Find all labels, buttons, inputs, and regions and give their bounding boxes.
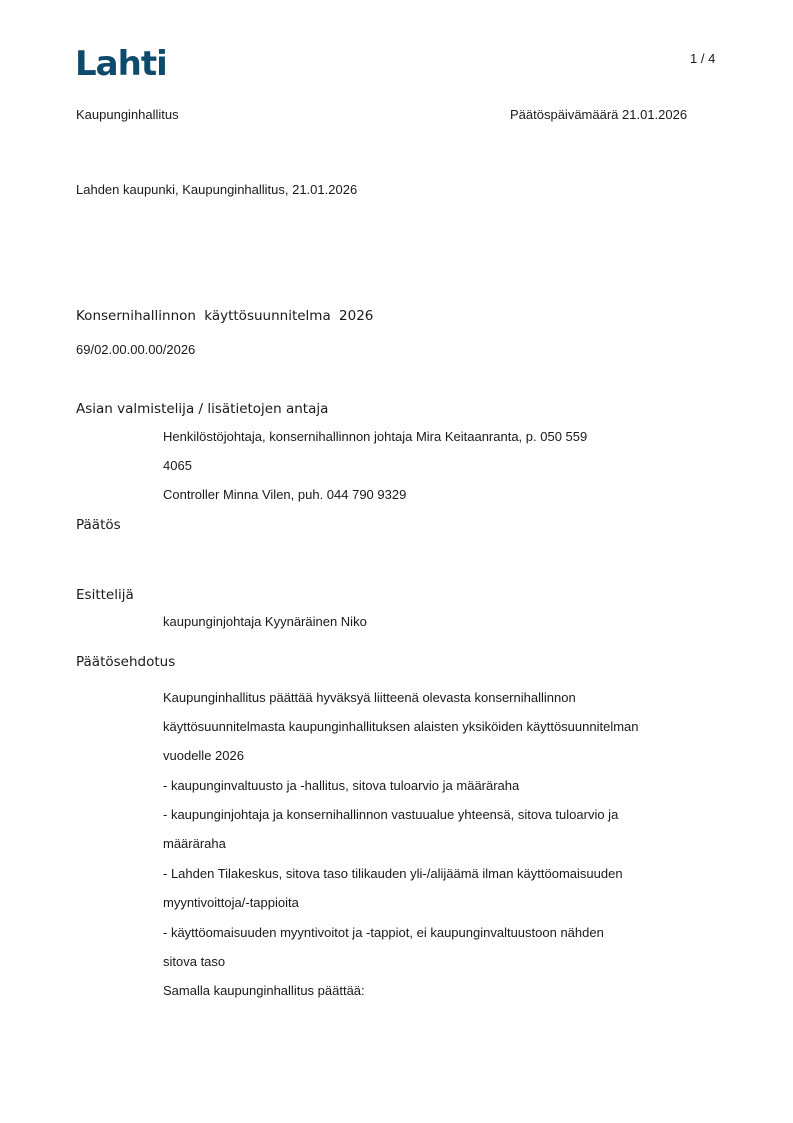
- organ-name: Kaupunginhallitus: [76, 107, 179, 122]
- meeting-line: Lahden kaupunki, Kaupunginhallitus, 21.01.2026: [76, 182, 358, 197]
- proposal-line: sitova taso: [163, 954, 226, 969]
- proposal-heading: Päätösehdotus: [76, 654, 176, 670]
- preparer-line: Controller Minna Vilen, puh. 044 790 9329: [163, 487, 407, 502]
- presenter-heading: Esittelijä: [76, 587, 134, 603]
- proposal-line: - Lahden Tilakeskus, sitova taso tilikauden yli-/alijäämä ilman käyttöomaisuuden: [163, 866, 623, 881]
- page-number: 1 / 4: [690, 51, 716, 66]
- proposal-line: - käyttöomaisuuden myyntivoitot ja -tappiot, ei kaupunginvaltuustoon nähden: [163, 925, 604, 940]
- proposal-line: määräraha: [163, 836, 226, 851]
- case-number: 69/02.00.00.00/2026: [76, 342, 196, 357]
- decision-heading: Päätös: [76, 517, 121, 533]
- proposal-line: käyttösuunnitelmasta kaupunginhallituksen alaisten yksiköiden käyttösuunnitelman: [163, 719, 639, 734]
- proposal-line: - kaupunginjohtaja ja konsernihallinnon vastuualue yhteensä, sitova tuloarvio ja: [163, 807, 619, 822]
- document-title: Konsernihallinnon käyttösuunnitelma 2026: [76, 308, 374, 324]
- preparer-line: Henkilöstöjohtaja, konsernihallinnon johtaja Mira Keitaanranta, p. 050 559: [163, 429, 588, 444]
- proposal-line: myyntivoittoja/-tappioita: [163, 895, 299, 910]
- proposal-line: Kaupunginhallitus päättää hyväksyä liitteenä olevasta konsernihallinnon: [163, 690, 576, 705]
- decision-date: Päätöspäivämäärä 21.01.2026: [510, 107, 688, 122]
- preparer-heading: Asian valmistelija / lisätietojen antaja: [76, 401, 329, 417]
- proposal-line: vuodelle 2026: [163, 748, 244, 763]
- presenter-name: kaupunginjohtaja Kyynäräinen Niko: [163, 614, 367, 629]
- proposal-line: Samalla kaupunginhallitus päättää:: [163, 983, 365, 998]
- preparer-line: 4065: [163, 458, 192, 473]
- proposal-line: - kaupunginvaltuusto ja -hallitus, sitova tuloarvio ja määräraha: [163, 778, 520, 793]
- lahti-logo: Lahti: [75, 44, 167, 84]
